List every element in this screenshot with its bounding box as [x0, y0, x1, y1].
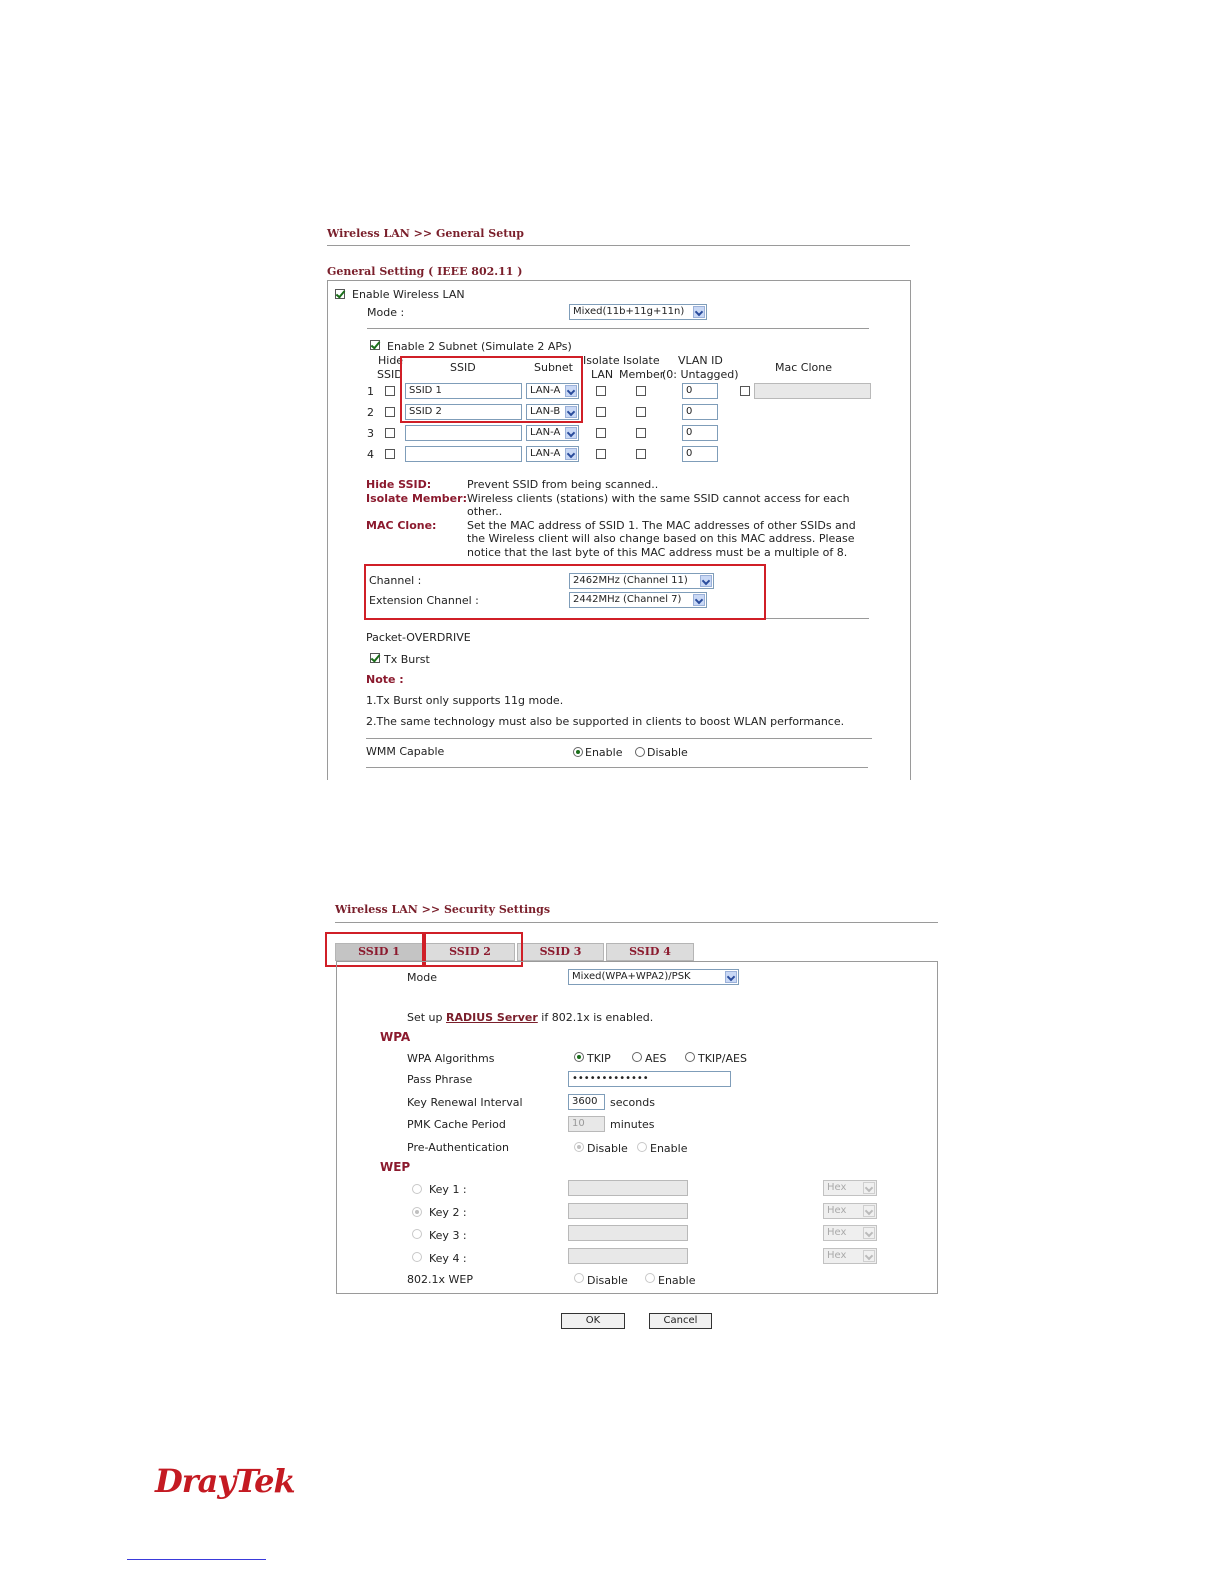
divider	[766, 618, 869, 619]
preauth-enable-radio[interactable]	[637, 1142, 647, 1152]
preauth-label: Pre-Authentication	[407, 1141, 509, 1154]
header-vlan-2: (0: Untagged)	[662, 368, 739, 381]
divider	[366, 738, 872, 739]
wep-heading: WEP	[380, 1160, 411, 1174]
isolate-lan-checkbox[interactable]	[596, 428, 606, 438]
wmm-label: WMM Capable	[366, 745, 445, 758]
enable-wireless-label: Enable Wireless LAN	[352, 288, 465, 301]
tab-ssid-4[interactable]: SSID 4	[606, 943, 694, 961]
chevron-down-icon	[863, 1227, 875, 1239]
isolate-lan-checkbox[interactable]	[596, 449, 606, 459]
key-2-input[interactable]	[568, 1203, 688, 1219]
tx-burst-label: Tx Burst	[384, 653, 430, 666]
wep-8021x-label: 802.1x WEP	[407, 1273, 473, 1286]
security-mode-label: Mode	[407, 971, 437, 984]
row-number: 1	[367, 385, 374, 398]
key-renewal-label: Key Renewal Interval	[407, 1096, 523, 1109]
chevron-down-icon	[863, 1250, 875, 1262]
chevron-down-icon	[725, 971, 737, 983]
breadcrumb-security: Wireless LAN >> Security Settings	[335, 903, 551, 916]
alg-aes-label: AES	[645, 1052, 667, 1065]
vlan-input[interactable]: 0	[682, 404, 718, 420]
chevron-down-icon	[565, 427, 577, 439]
note-2: 2.The same technology must also be supported in clients to boost WLAN performance.	[366, 715, 845, 728]
key-1-input[interactable]	[568, 1180, 688, 1196]
cancel-button[interactable]: Cancel	[649, 1313, 712, 1329]
wmm-disable-label: Disable	[647, 746, 688, 759]
row-number: 2	[367, 406, 374, 419]
highlight-ssid-subnet	[400, 356, 583, 423]
key-2-format-select[interactable]	[823, 1203, 877, 1219]
key-3-radio[interactable]	[412, 1229, 422, 1239]
header-vlan-1: VLAN ID	[678, 354, 723, 367]
packet-overdrive-label: Packet-OVERDRIVE	[366, 631, 471, 644]
note-mac-label: MAC Clone:	[366, 519, 437, 532]
header-ssid: SSID	[450, 361, 476, 374]
wmm-enable-radio[interactable]	[573, 747, 583, 757]
key-1-format-value: Hex	[827, 1182, 847, 1193]
mac-clone-input[interactable]	[754, 383, 871, 399]
key-4-format-value: Hex	[827, 1250, 847, 1261]
row-number: 3	[367, 427, 374, 440]
divider	[335, 922, 938, 923]
key-4-label: Key 4 :	[429, 1252, 467, 1265]
radius-text	[407, 1011, 653, 1024]
subnet-value: LAN-A	[530, 427, 561, 438]
wep-8021x-disable-label: Disable	[587, 1274, 628, 1287]
header-isolate-member-1: Isolate	[623, 354, 660, 367]
pmk-input[interactable]: 10	[568, 1116, 605, 1132]
row-number: 4	[367, 448, 374, 461]
note-mac-text-1: Set the MAC address of SSID 1. The MAC addresses of other SSIDs and	[467, 519, 856, 532]
wep-8021x-disable-radio[interactable]	[574, 1273, 584, 1283]
pmk-label: PMK Cache Period	[407, 1118, 506, 1131]
isolate-member-checkbox[interactable]	[636, 407, 646, 417]
header-mac-clone: Mac Clone	[775, 361, 832, 374]
pass-phrase-label: Pass Phrase	[407, 1073, 473, 1086]
chevron-down-icon	[863, 1182, 875, 1194]
alg-tkip-label: TKIP	[587, 1052, 611, 1065]
enable-wireless-checkbox[interactable]	[335, 289, 345, 299]
header-isolate-lan-2: LAN	[591, 368, 614, 381]
pass-phrase-input[interactable]: •••••••••••••	[568, 1071, 731, 1087]
enable-subnet-label: Enable 2 Subnet (Simulate 2 APs)	[387, 340, 572, 353]
security-mode-select[interactable]	[568, 969, 739, 985]
ext-channel-value: 2442MHz (Channel 7)	[573, 594, 682, 605]
preauth-disable-label: Disable	[587, 1142, 628, 1155]
isolate-member-checkbox[interactable]	[636, 386, 646, 396]
enable-subnet-checkbox[interactable]	[370, 340, 380, 350]
subnet-value: LAN-A	[530, 385, 561, 396]
ssid-input[interactable]	[405, 446, 522, 462]
vlan-input[interactable]: 0	[682, 425, 718, 441]
hide-ssid-checkbox[interactable]	[385, 407, 395, 417]
key-1-format-select[interactable]	[823, 1180, 877, 1196]
hide-ssid-checkbox[interactable]	[385, 386, 395, 396]
header-hide-ssid-1: Hide	[378, 354, 404, 367]
tab-ssid-1[interactable]: SSID 1	[335, 943, 423, 961]
highlight-channel	[364, 564, 766, 620]
wpa-algorithms-label: WPA Algorithms	[407, 1052, 495, 1065]
note-isolate-text-1: Wireless clients (stations) with the same SSID cannot access for each	[467, 492, 850, 505]
subnet-select[interactable]	[526, 425, 579, 441]
key-2-label: Key 2 :	[429, 1206, 467, 1219]
chevron-down-icon	[693, 306, 705, 318]
tx-burst-checkbox[interactable]	[370, 653, 380, 663]
vlan-input[interactable]: 0	[682, 383, 718, 399]
note-mac-text-3: notice that the last byte of this MAC address must be a multiple of 8.	[467, 546, 848, 559]
header-isolate-lan-1: Isolate	[583, 354, 620, 367]
note-label: Note :	[366, 673, 404, 686]
key-3-input[interactable]	[568, 1225, 688, 1241]
security-mode-value: Mixed(WPA+WPA2)/PSK	[572, 971, 691, 982]
note-isolate-label: Isolate Member:	[366, 492, 467, 505]
radius-suffix: if 802.1x is enabled.	[541, 1011, 654, 1024]
subnet-select[interactable]	[526, 446, 579, 462]
alg-tkipaes-label: TKIP/AES	[698, 1052, 747, 1065]
footer-underline	[127, 1559, 266, 1560]
vlan-input[interactable]: 0	[682, 446, 718, 462]
key-4-format-select[interactable]	[823, 1248, 877, 1264]
key-3-format-select[interactable]	[823, 1225, 877, 1241]
wmm-enable-label: Enable	[585, 746, 623, 759]
wpa-heading: WPA	[380, 1030, 411, 1044]
subnet-value: LAN-A	[530, 448, 561, 459]
key-3-format-value: Hex	[827, 1227, 847, 1238]
tab-ssid-2[interactable]: SSID 2	[425, 943, 515, 961]
header-isolate-member-2: Member	[619, 368, 665, 381]
note-hide-ssid-label: Hide SSID:	[366, 478, 432, 491]
chevron-down-icon	[565, 448, 577, 460]
ssid-input[interactable]: SSID 2	[405, 404, 522, 420]
note-1: 1.Tx Burst only supports 11g mode.	[366, 694, 564, 707]
minutes-label: minutes	[610, 1118, 655, 1131]
ext-channel-label: Extension Channel :	[369, 594, 479, 607]
seconds-label: seconds	[610, 1096, 655, 1109]
radius-server-link[interactable]: RADIUS Server	[446, 1011, 538, 1024]
divider	[366, 767, 868, 768]
hide-ssid-checkbox[interactable]	[385, 449, 395, 459]
divider	[367, 328, 869, 329]
key-2-format-value: Hex	[827, 1205, 847, 1216]
key-4-radio[interactable]	[412, 1252, 422, 1262]
preauth-enable-label: Enable	[650, 1142, 688, 1155]
key-4-input[interactable]	[568, 1248, 688, 1264]
ok-button[interactable]: OK	[561, 1313, 625, 1329]
preauth-disable-radio[interactable]	[574, 1142, 584, 1152]
mode-select[interactable]	[569, 304, 707, 320]
isolate-lan-checkbox[interactable]	[596, 386, 606, 396]
channel-label: Channel :	[369, 574, 422, 587]
draytek-logo: DrayTek	[155, 1462, 295, 1500]
ssid-input[interactable]	[405, 425, 522, 441]
chevron-down-icon	[863, 1205, 875, 1217]
key-3-label: Key 3 :	[429, 1229, 467, 1242]
wmm-disable-radio[interactable]	[635, 747, 645, 757]
mode-label: Mode :	[367, 306, 405, 319]
radius-prefix: Set up	[407, 1011, 443, 1024]
wep-8021x-enable-radio[interactable]	[645, 1273, 655, 1283]
note-mac-text-2: the Wireless client will also change based on this MAC address. Please	[467, 532, 855, 545]
subnet-value: LAN-B	[530, 406, 561, 417]
key-2-radio[interactable]	[412, 1207, 422, 1217]
note-hide-ssid-text: Prevent SSID from being scanned..	[467, 478, 659, 491]
key-1-label: Key 1 :	[429, 1183, 467, 1196]
alg-aes-radio[interactable]	[632, 1052, 642, 1062]
hide-ssid-checkbox[interactable]	[385, 428, 395, 438]
alg-tkip-radio[interactable]	[574, 1052, 584, 1062]
header-subnet: Subnet	[534, 361, 573, 374]
key-1-radio[interactable]	[412, 1184, 422, 1194]
mode-value: Mixed(11b+11g+11n)	[573, 306, 685, 317]
divider	[327, 245, 910, 246]
wep-8021x-enable-label: Enable	[658, 1274, 696, 1287]
isolate-member-checkbox[interactable]	[636, 428, 646, 438]
ssid-input[interactable]: SSID 1	[405, 383, 522, 399]
isolate-member-checkbox[interactable]	[636, 449, 646, 459]
note-isolate-text-2: other..	[467, 505, 503, 518]
header-hide-ssid-2: SSID	[377, 368, 403, 381]
key-renewal-input[interactable]: 3600	[568, 1094, 605, 1110]
breadcrumb-general: Wireless LAN >> General Setup	[327, 227, 524, 240]
mac-clone-checkbox[interactable]	[740, 386, 750, 396]
tab-ssid-3[interactable]: SSID 3	[517, 943, 604, 961]
isolate-lan-checkbox[interactable]	[596, 407, 606, 417]
channel-value: 2462MHz (Channel 11)	[573, 575, 688, 586]
alg-tkipaes-radio[interactable]	[685, 1052, 695, 1062]
section-title: General Setting ( IEEE 802.11 )	[327, 265, 523, 278]
